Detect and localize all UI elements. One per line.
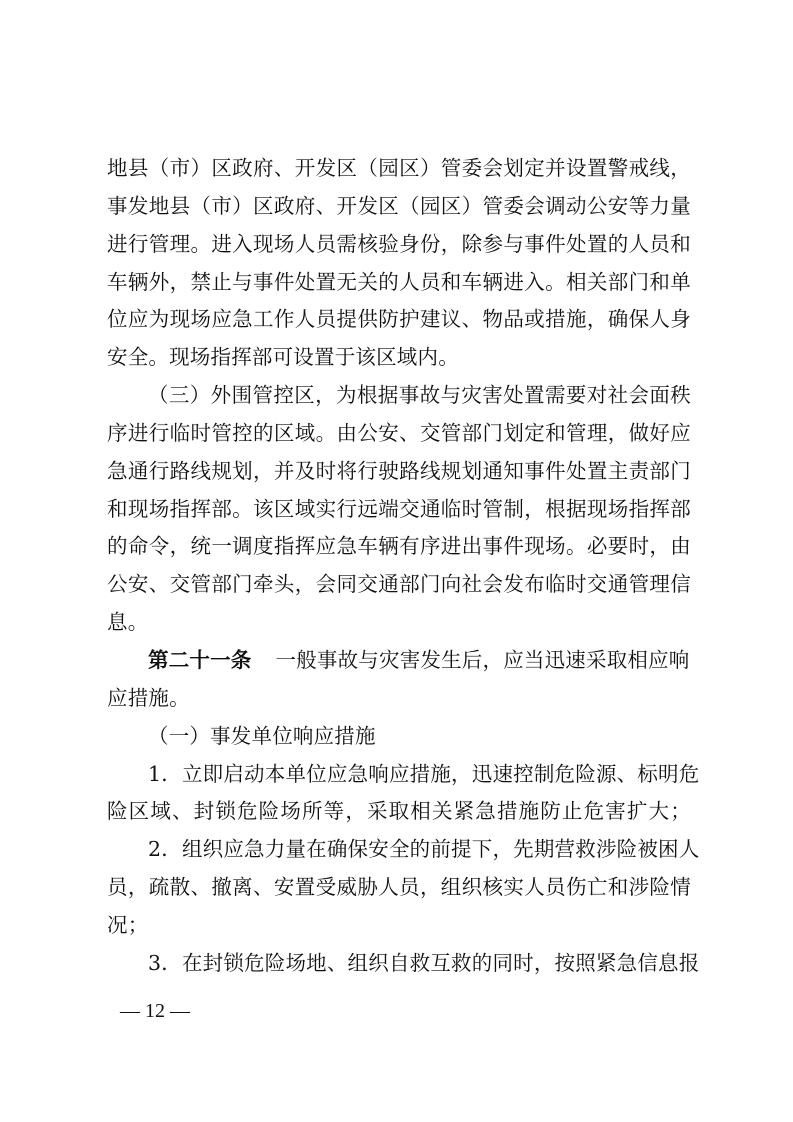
text-line: 车辆外，禁止与事件处置无关的人员和车辆进入。相关部门和单 [107, 269, 691, 294]
section-heading: （一）事发单位响应措施 [148, 723, 376, 748]
text-line: （三）外围管控区，为根据事故与灾害处置需要对社会面秩 [148, 383, 691, 408]
text-line: 急通行路线规划，并及时将行驶路线规划通知事件处置主责部门 [107, 458, 691, 483]
text-line: 2．组织应急力量在确保安全的前提下，先期营救涉险被困人 [148, 837, 700, 862]
text-line: 1．立即启动本单位应急响应措施，迅速控制危险源、标明危 [148, 761, 700, 786]
text-line: 险区域、封锁危险场所等，采取相关紧急措施防止危害扩大； [107, 799, 691, 824]
text-line: 和现场指挥部。该区域实行远端交通临时管制，根据现场指挥部 [107, 496, 691, 521]
text-line: 地县（市）区政府、开发区（园区）管委会划定并设置警戒线， [107, 156, 691, 180]
text-line: 员，疏散、撤离、安置受威胁人员，组织核实人员伤亡和涉险情 [107, 875, 691, 900]
text-line: 况； [107, 912, 149, 937]
article-21-heading-line [107, 642, 691, 680]
article-text: 一般事故与灾害发生后，应当迅速采取相应响 [275, 647, 690, 672]
text-line: 的命令，统一调度指挥应急车辆有序进出事件现场。必要时，由 [107, 534, 691, 559]
text-line: 息。 [107, 610, 149, 635]
page-number: — 12 — [120, 1000, 190, 1022]
text-line: 3．在封锁危险场地、组织自救互救的同时，按照紧急信息报 [148, 950, 700, 975]
text-line: 公安、交管部门牵头，会同交通部门向社会发布临时交通管理信 [107, 572, 691, 597]
text-line: 位应为现场应急工作人员提供防护建议、物品或措施，确保人身 [107, 307, 691, 332]
text-line: 安全。现场指挥部可设置于该区域内。 [107, 345, 459, 370]
text-line: 进行管理。进入现场人员需核验身份，除参与事件处置的人员和 [107, 231, 691, 256]
text-line: 应措施。 [107, 685, 190, 710]
document-body [107, 150, 700, 983]
text-line: 序进行临时管控的区域。由公安、交管部门划定和管理，做好应 [107, 420, 691, 445]
text-line: 事发地县（市）区政府、开发区（园区）管委会调动公安等力量 [107, 193, 691, 218]
article-number: 第二十一条 [148, 647, 252, 672]
